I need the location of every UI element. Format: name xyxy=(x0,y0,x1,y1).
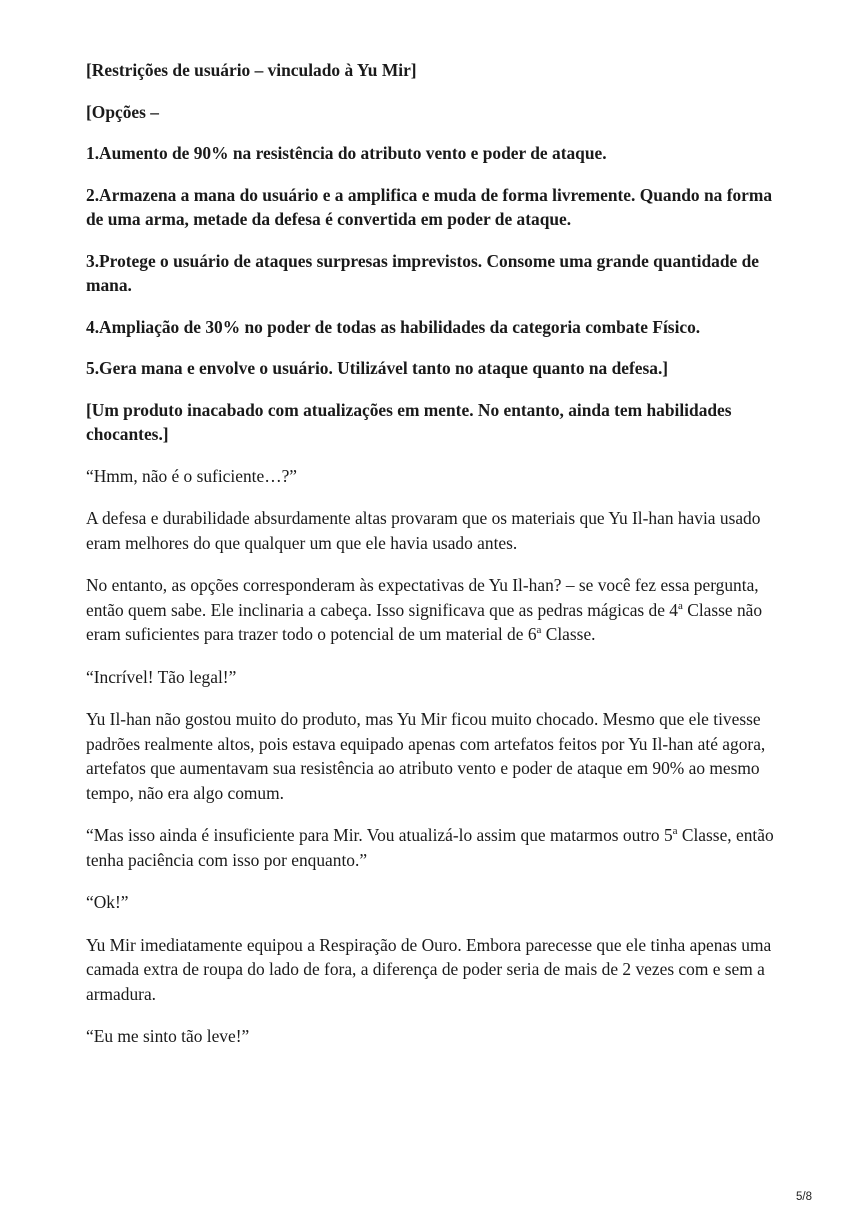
options-heading: [Opções – xyxy=(86,101,159,122)
dialogue-line: “Ok!” xyxy=(86,892,129,912)
dialogue-line: “Hmm, não é o suficiente…?” xyxy=(86,465,298,486)
dialogue-line: “Incrível! Tão legal!” xyxy=(86,666,237,687)
option-1: 1.Aumento de 90% na resistência do atributo vento e poder de ataque. xyxy=(86,143,607,163)
dialogue-line-upgrade: “Mas isso ainda é insuficiente para Mir. Vou atualizá-lo assim que matarmos outro 5$^a$ Classe, então tenha paciência com isso por enquanto.” xyxy=(86,825,774,870)
option-3: 3.Protege o usuário de ataques surpresas imprevistos. Consome uma grande quantidade de mana. xyxy=(86,250,759,295)
dialogue-line: “Eu me sinto tão leve!” xyxy=(86,1026,250,1046)
option-5: 5.Gera mana e envolve o usuário. Utilizável tanto no ataque quanto na defesa.] xyxy=(86,358,669,378)
narration-paragraph: Yu Mir imediatamente equipou a Respiração de Ouro. Embora parecesse que ele tinha apenas uma camada extra de roupa do lado de fora, a diferença de poder seria de mais de 2 vezes com e sem a armadura. xyxy=(86,934,772,1004)
narration-paragraph-class: No entanto, as opções corresponderam às expectativas de Yu Il-han? – se você fez essa pergunta, então quem sabe. Ele inclinaria a cabeça. Isso significava que as pedras mágicas de 4$^a$ Classe não eram suficientes para trazer todo o potencial de um material de 6$^a$ Classe. xyxy=(86,575,763,644)
item-note: [Um produto inacabado com atualizações em mente. No entanto, ainda tem habilidades chocantes.] xyxy=(86,399,732,444)
narration-paragraph: Yu Il-han não gostou muito do produto, mas Yu Mir ficou muito chocado. Mesmo que ele tivesse padrões realmente altos, pois estava equipado apenas com artefatos feitos por Yu Il-han até agora, artefatos que aumentavam sua resistência ao atributo vento e poder de ataque em 90% ao mesmo tempo, não era algo comum. xyxy=(86,709,766,803)
option-2: 2.Armazena a mana do usuário e a amplifica e muda de forma livremente. Quando na forma de uma arma, metade da defesa é convertida em poder de ataque. xyxy=(86,184,773,229)
narration-paragraph: A defesa e durabilidade absurdamente altas provaram que os materiais que Yu Il-han havia usado eram melhores do que qualquer um que ele havia usado antes. xyxy=(86,508,761,553)
document-body xyxy=(86,58,786,1067)
page-number: 5/8 xyxy=(796,1191,812,1203)
user-restrictions-line: [Restrições de usuário – vinculado à Yu Mir] xyxy=(86,60,417,80)
option-4: 4.Ampliação de 30% no poder de todas as habilidades da categoria combate Físico. xyxy=(86,316,701,337)
